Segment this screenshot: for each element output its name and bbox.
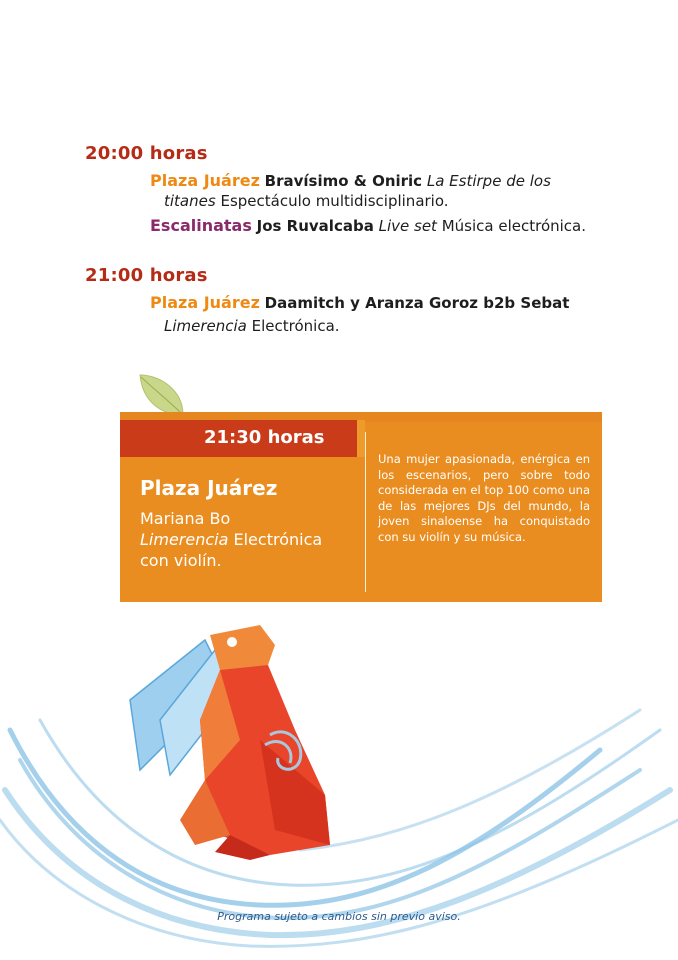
show-title: Limerencia <box>164 317 247 335</box>
venue-name: Escalinatas <box>150 216 252 235</box>
card-artist-name: Mariana Bo <box>140 509 231 528</box>
time-heading-2100: 21:00 horas <box>85 265 208 286</box>
card-genre-cont: con violín. <box>140 551 222 570</box>
venue-name: Plaza Juárez <box>150 293 260 312</box>
event-line <box>164 191 449 212</box>
event-line <box>164 316 340 337</box>
featured-event-card <box>120 412 602 602</box>
rabbit-illustration <box>110 620 360 870</box>
card-show-title: Limerencia <box>140 530 229 549</box>
card-description: Una mujer apasionada, enérgica en los escenarios, pero sobre todo considerada en el top 100 como una de las mejores DJs del mundo, la joven sinaloense ha conquistado con su violín y su música. <box>378 452 590 544</box>
time-heading-2000: 20:00 horas <box>85 143 208 164</box>
show-description: Espectáculo multidisciplinario. <box>220 192 449 210</box>
show-description: Música electrónica. <box>441 217 587 235</box>
artist-name: Jos Ruvalcaba <box>256 217 374 235</box>
show-title: Live set <box>378 217 437 235</box>
card-artist-block <box>140 508 322 571</box>
card-title-line <box>140 529 322 550</box>
card-divider <box>365 432 366 592</box>
venue-name: Plaza Juárez <box>150 171 260 190</box>
artist-name: Daamitch y Aranza Goroz b2b Sebat <box>264 294 570 312</box>
time-band-edge <box>357 420 365 457</box>
footer-note: Programa sujeto a cambios sin previo aviso. <box>217 910 461 923</box>
show-title: titanes <box>164 192 216 210</box>
card-time: 21:30 horas <box>204 427 325 448</box>
card-venue: Plaza Juárez <box>140 476 278 500</box>
show-title: La Estirpe de los <box>426 172 551 190</box>
event-line <box>150 215 586 237</box>
show-description: Electrónica. <box>251 317 340 335</box>
event-line <box>150 292 569 314</box>
card-genre: Electrónica <box>233 530 323 549</box>
event-line <box>150 170 551 192</box>
artist-name: Bravísimo & Oniric <box>264 172 423 190</box>
